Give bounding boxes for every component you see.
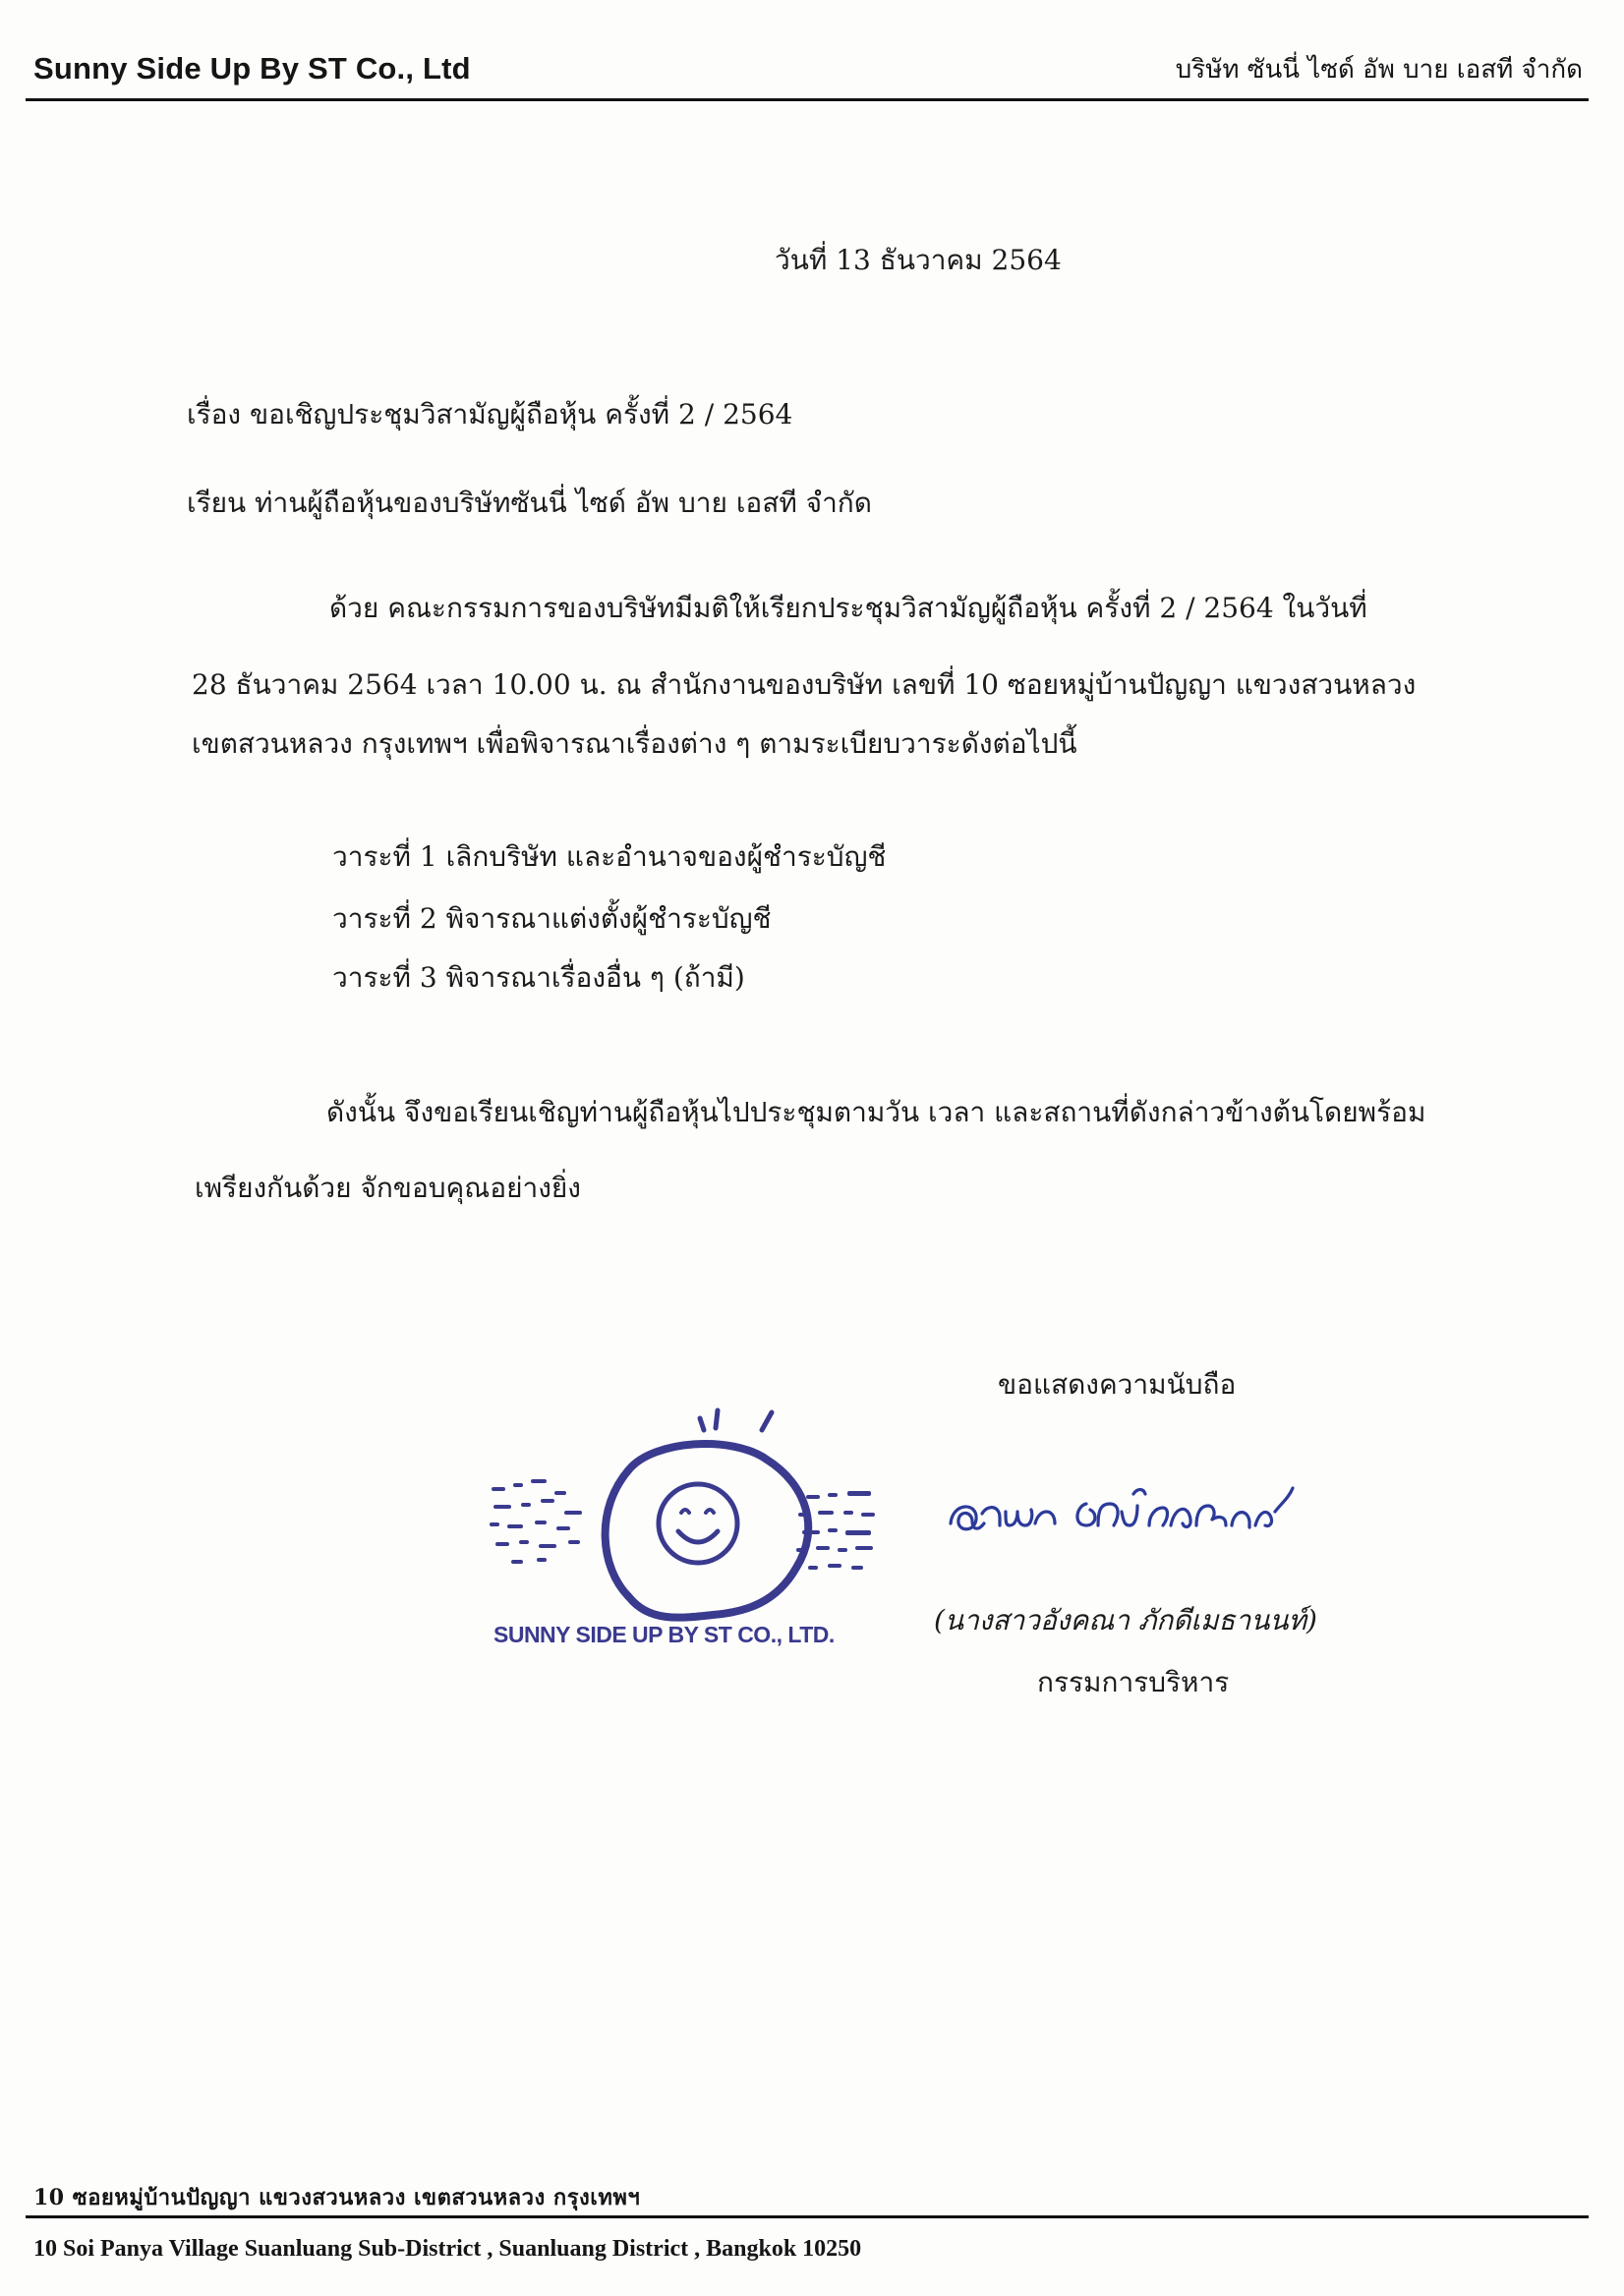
- signer-title: กรรมการบริหาร: [1037, 1666, 1230, 1698]
- company-logo-icon: [482, 1401, 895, 1656]
- footer-address-thai: 10 ซอยหมู่บ้านปัญญา แขวงสวนหลวง เขตสวนหลวง กรุงเทพฯ: [33, 2185, 641, 2210]
- letter-subject: เรื่อง ขอเชิญประชุมวิสามัญผู้ถือหุ้น ครั้งที่ 2 / 2564: [187, 398, 793, 430]
- logo-wordmark: SUNNY SIDE UP BY ST CO., LTD.: [493, 1622, 835, 1647]
- company-name-english: Sunny Side Up By ST Co., Ltd: [33, 51, 471, 86]
- paragraph-1-line-3: เขตสวนหลวง กรุงเทพฯ เพื่อพิจารณาเรื่องต่าง ๆ ตามระเบียบวาระดังต่อไปนี้: [192, 727, 1077, 760]
- company-name-thai: บริษัท ซันนี่ ไซด์ อัพ บาย เอสที จำกัด: [1175, 55, 1583, 85]
- agenda-item-1: วาระที่ 1 เลิกบริษัท และอำนาจของผู้ชำระบัญชี: [332, 840, 887, 873]
- letter-salutation: เรียน ท่านผู้ถือหุ้นของบริษัทซันนี่ ไซด์ อัพ บาย เอสที จำกัด: [187, 487, 872, 519]
- footer-divider: [26, 2215, 1589, 2218]
- paragraph-1-line-2: 28 ธันวาคม 2564 เวลา 10.00 น. ณ สำนักงานของบริษัท เลขที่ 10 ซอยหมู่บ้านปัญญา แขวงสวนหลวง: [192, 668, 1417, 701]
- agenda-item-2: วาระที่ 2 พิจารณาแต่งตั้งผู้ชำระบัญชี: [332, 902, 772, 935]
- paragraph-2-line-2: เพรียงกันด้วย จักขอบคุณอย่างยิ่ง: [195, 1172, 581, 1204]
- header-divider: [26, 98, 1589, 101]
- agenda-item-3: วาระที่ 3 พิจารณาเรื่องอื่น ๆ (ถ้ามี): [332, 961, 745, 994]
- paragraph-1-line-1: ด้วย คณะกรรมการของบริษัทมีมติให้เรียกประชุมวิสามัญผู้ถือหุ้น ครั้งที่ 2 / 2564 ในวันที่: [329, 592, 1367, 624]
- letter-date: วันที่ 13 ธันวาคม 2564: [775, 244, 1062, 276]
- closing-salutation: ขอแสดงความนับถือ: [998, 1368, 1237, 1401]
- footer-address-english: 10 Soi Panya Village Suanluang Sub-District , Suanluang District , Bangkok 10250: [33, 2236, 862, 2262]
- paragraph-2-line-1: ดังนั้น จึงขอเรียนเชิญท่านผู้ถือหุ้นไปประชุมตามวัน เวลา และสถานที่ดังกล่าวข้างต้นโดยพร้อม: [326, 1096, 1426, 1128]
- handwritten-signature-icon: [939, 1464, 1312, 1553]
- signer-name: (นางสาวอังคณา ภักดีเมธานนท์): [934, 1604, 1317, 1636]
